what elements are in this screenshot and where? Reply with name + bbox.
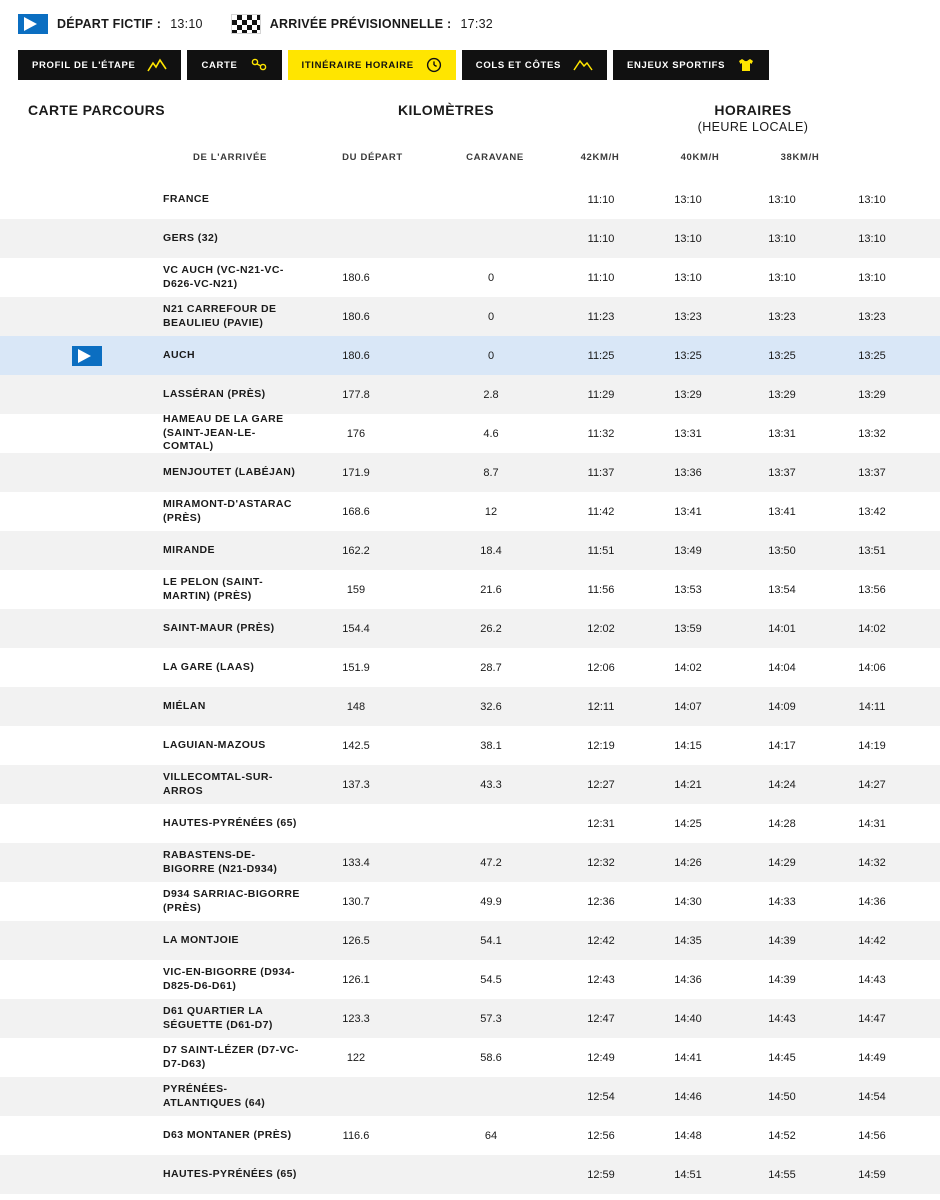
row-time-caravane: 12:32 (587, 856, 615, 869)
row-km-arrivee: 142.5 (342, 739, 370, 752)
row-time-40kmh: 14:04 (768, 661, 796, 674)
table-subheaders (0, 152, 940, 163)
map-icon (250, 58, 268, 72)
row-km-depart: 54.5 (480, 973, 502, 986)
table-row[interactable] (0, 1038, 940, 1077)
row-time-42kmh: 13:23 (674, 310, 702, 323)
row-time-caravane: 12:43 (587, 973, 615, 986)
row-time-caravane: 12:02 (587, 622, 615, 635)
row-time-42kmh: 14:41 (674, 1051, 702, 1064)
arrivee-info (231, 14, 493, 34)
row-location-name: VC AUCH (VC-N21-VC-D626-VC-N21) (163, 263, 284, 290)
row-time-40kmh: 14:29 (768, 856, 796, 869)
table-row[interactable] (0, 180, 940, 219)
row-time-42kmh: 14:48 (674, 1129, 702, 1142)
row-time-caravane: 12:27 (587, 778, 615, 791)
table-row[interactable] (0, 336, 940, 375)
subheader-spacer (0, 152, 155, 163)
row-time-38kmh: 14:02 (858, 622, 886, 635)
row-time-caravane: 12:49 (587, 1051, 615, 1064)
row-time-40kmh: 13:29 (768, 388, 796, 401)
table-row[interactable] (0, 531, 940, 570)
row-location-name: VIC-EN-BIGORRE (D934-D825-D6-D61) (163, 965, 295, 992)
table-row[interactable] (0, 1116, 940, 1155)
row-location-name: VILLECOMTAL-SUR-ARROS (163, 770, 273, 797)
header-horaires-sub: (HEURE LOCALE) (697, 119, 809, 134)
row-time-caravane: 11:56 (587, 583, 615, 596)
tab-cols-et-cotes[interactable] (462, 50, 607, 80)
tab-label: ENJEUX SPORTIFS (626, 59, 726, 71)
table-row[interactable] (0, 570, 940, 609)
row-time-40kmh: 13:31 (768, 427, 796, 440)
table-row[interactable] (0, 726, 940, 765)
row-time-40kmh: 14:45 (768, 1051, 796, 1064)
row-time-caravane: 12:56 (587, 1129, 615, 1142)
table-row[interactable] (0, 1155, 940, 1194)
row-km-arrivee: 137.3 (342, 778, 370, 791)
row-time-38kmh: 13:32 (858, 427, 886, 440)
row-time-caravane: 11:23 (587, 310, 615, 323)
row-location-name: LE PELON (SAINT-MARTIN) (PRÈS) (163, 575, 264, 602)
row-time-caravane: 12:19 (587, 739, 615, 752)
subheader-38kmh: 38KM/H (780, 152, 820, 163)
row-time-42kmh: 13:36 (674, 466, 702, 479)
table-row[interactable] (0, 921, 940, 960)
row-km-arrivee: 180.6 (342, 349, 370, 362)
row-time-caravane: 11:32 (587, 427, 615, 440)
row-km-arrivee: 123.3 (342, 1012, 370, 1025)
row-location-name: SAINT-MAUR (PRÈS) (163, 621, 275, 634)
row-time-42kmh: 13:41 (674, 505, 702, 518)
row-time-42kmh: 14:35 (674, 934, 702, 947)
row-km-depart: 64 (484, 1129, 498, 1142)
row-time-caravane: 11:29 (587, 388, 615, 401)
row-location-name: D63 MONTANER (PRÈS) (163, 1128, 292, 1141)
row-time-40kmh: 14:39 (768, 934, 796, 947)
row-time-40kmh: 13:23 (768, 310, 796, 323)
tab-label: ITINÉRAIRE HORAIRE (301, 59, 414, 71)
row-time-42kmh: 13:25 (674, 349, 702, 362)
row-km-depart: 49.9 (480, 895, 502, 908)
row-time-38kmh: 14:36 (858, 895, 886, 908)
row-time-38kmh: 14:11 (858, 700, 886, 713)
row-km-depart: 28.7 (480, 661, 502, 674)
row-km-depart: 54.1 (480, 934, 502, 947)
row-time-42kmh: 14:25 (674, 817, 702, 830)
row-km-arrivee: 177.8 (342, 388, 370, 401)
row-km-arrivee: 133.4 (342, 856, 370, 869)
table-row[interactable] (0, 765, 940, 804)
row-km-arrivee: 151.9 (342, 661, 370, 674)
row-location-name: LASSÉRAN (PRÈS) (163, 387, 266, 400)
row-time-caravane: 11:42 (587, 505, 615, 518)
row-time-42kmh: 13:31 (674, 427, 702, 440)
row-time-38kmh: 14:32 (858, 856, 886, 869)
row-km-depart: 38.1 (480, 739, 502, 752)
row-time-38kmh: 14:56 (858, 1129, 886, 1142)
row-time-38kmh: 13:10 (858, 232, 886, 245)
row-time-38kmh: 13:37 (858, 466, 886, 479)
row-location-name: LA GARE (LAAS) (163, 660, 255, 673)
tab-carte[interactable] (187, 50, 281, 80)
table-row[interactable] (0, 258, 940, 297)
row-time-38kmh: 14:42 (858, 934, 886, 947)
header-horaires (586, 102, 920, 135)
row-km-depart: 32.6 (480, 700, 502, 713)
row-location-name: D61 QUARTIER LA SÉGUETTE (D61-D7) (163, 1004, 273, 1031)
profile-icon (147, 58, 167, 72)
row-km-arrivee: 180.6 (342, 271, 370, 284)
depart-flag-icon (18, 14, 48, 34)
table-row[interactable] (0, 882, 940, 921)
mountain-icon (573, 58, 593, 72)
row-location-name: AUCH (163, 348, 196, 361)
row-location-name: D934 SARRIAC-BIGORRE (PRÈS) (163, 887, 300, 914)
itinerary-table (0, 180, 940, 1194)
row-km-depart: 8.7 (483, 466, 499, 479)
row-km-depart: 4.6 (483, 427, 499, 440)
row-km-arrivee: 148 (346, 700, 366, 713)
row-km-arrivee: 122 (346, 1051, 366, 1064)
row-time-38kmh: 14:49 (858, 1051, 886, 1064)
view-tabs (0, 44, 940, 80)
row-time-caravane: 12:54 (587, 1090, 615, 1103)
subheader-du-depart: DU DÉPART (342, 152, 403, 163)
row-km-depart: 0 (487, 349, 495, 362)
row-location-name: MIRANDE (163, 543, 215, 556)
row-time-42kmh: 14:46 (674, 1090, 702, 1103)
row-time-42kmh: 13:10 (674, 193, 702, 206)
row-time-caravane: 11:10 (587, 232, 615, 245)
header-horaires-title: HORAIRES (714, 102, 792, 118)
arrivee-time: 17:32 (460, 17, 493, 31)
header-kilometres: KILOMÈTRES (398, 102, 494, 118)
checkered-flag-icon (231, 14, 261, 34)
subheader-40kmh: 40KM/H (680, 152, 720, 163)
row-time-caravane: 12:42 (587, 934, 615, 947)
arrivee-label: ARRIVÉE PRÉVISIONNELLE : (269, 17, 452, 31)
row-time-40kmh: 14:50 (768, 1090, 796, 1103)
subheader-caravane: CARAVANE (466, 152, 524, 163)
row-time-42kmh: 14:26 (674, 856, 702, 869)
row-time-38kmh: 14:59 (858, 1168, 886, 1181)
row-time-42kmh: 14:51 (674, 1168, 702, 1181)
row-location-name: PYRÉNÉES-ATLANTIQUES (64) (163, 1082, 266, 1109)
row-km-arrivee: 171.9 (342, 466, 370, 479)
row-location-name: GERS (32) (163, 231, 219, 244)
row-km-arrivee: 159 (346, 583, 366, 596)
table-row[interactable] (0, 219, 940, 258)
row-location-name: HAMEAU DE LA GARE (SAINT-JEAN-LE-COMTAL) (163, 412, 284, 453)
row-time-38kmh: 13:42 (858, 505, 886, 518)
subheader-de-larrivee: DE L'ARRIVÉE (192, 152, 268, 163)
row-km-depart: 21.6 (480, 583, 502, 596)
row-km-depart: 58.6 (480, 1051, 502, 1064)
tab-enjeux-sportifs[interactable] (613, 50, 769, 80)
row-time-40kmh: 14:01 (768, 622, 796, 635)
row-km-arrivee: 176 (346, 427, 366, 440)
row-km-depart: 0 (487, 271, 495, 284)
row-time-38kmh: 13:23 (858, 310, 886, 323)
row-time-42kmh: 14:15 (674, 739, 702, 752)
row-location-name: RABASTENS-DE-BIGORRE (N21-D934) (163, 848, 278, 875)
tab-label: PROFIL DE L'ÉTAPE (32, 59, 136, 71)
row-time-42kmh: 13:59 (674, 622, 702, 635)
row-km-arrivee: 154.4 (342, 622, 370, 635)
row-time-40kmh: 14:55 (768, 1168, 796, 1181)
depart-time: 13:10 (170, 17, 203, 31)
table-row[interactable] (0, 414, 940, 453)
row-km-arrivee: 130.7 (342, 895, 370, 908)
row-time-40kmh: 13:41 (768, 505, 796, 518)
row-km-depart: 12 (484, 505, 498, 518)
row-km-depart: 18.4 (480, 544, 502, 557)
tab-label: COLS ET CÔTES (475, 59, 561, 71)
row-time-caravane: 12:47 (587, 1012, 615, 1025)
row-km-arrivee: 168.6 (342, 505, 370, 518)
row-time-38kmh: 13:51 (858, 544, 886, 557)
row-time-caravane: 11:25 (587, 349, 615, 362)
row-location-name: MENJOUTET (LABÉJAN) (163, 465, 296, 478)
table-row[interactable] (0, 999, 940, 1038)
tab-itineraire-horaire[interactable] (288, 50, 456, 80)
row-time-42kmh: 13:29 (674, 388, 702, 401)
row-time-40kmh: 13:37 (768, 466, 796, 479)
row-time-42kmh: 14:40 (674, 1012, 702, 1025)
row-time-38kmh: 13:25 (858, 349, 886, 362)
subheader-42kmh: 42KM/H (580, 152, 620, 163)
table-row[interactable] (0, 1077, 940, 1116)
table-row[interactable] (0, 453, 940, 492)
table-headers (0, 102, 940, 180)
row-km-arrivee: 162.2 (342, 544, 370, 557)
row-km-depart: 57.3 (480, 1012, 502, 1025)
row-location-name: D7 SAINT-LÉZER (D7-VC-D7-D63) (163, 1043, 299, 1070)
header-carte-parcours: CARTE PARCOURS (28, 102, 166, 118)
row-time-42kmh: 14:21 (674, 778, 702, 791)
row-time-caravane: 12:11 (587, 700, 615, 713)
row-km-depart: 2.8 (483, 388, 499, 401)
row-location-name: MIÉLAN (163, 699, 206, 712)
table-row[interactable] (0, 609, 940, 648)
row-time-38kmh: 14:54 (858, 1090, 886, 1103)
row-time-42kmh: 13:49 (674, 544, 702, 557)
row-time-42kmh: 13:10 (674, 232, 702, 245)
row-time-40kmh: 14:52 (768, 1129, 796, 1142)
row-km-arrivee: 126.5 (342, 934, 370, 947)
row-time-38kmh: 13:10 (858, 193, 886, 206)
tab-label: CARTE (201, 59, 238, 71)
row-time-42kmh: 14:07 (674, 700, 702, 713)
row-time-40kmh: 13:10 (768, 232, 796, 245)
row-time-40kmh: 14:17 (768, 739, 796, 752)
row-location-name: FRANCE (163, 192, 210, 205)
row-location-name: HAUTES-PYRÉNÉES (65) (163, 816, 297, 829)
row-time-caravane: 11:51 (587, 544, 615, 557)
row-time-38kmh: 13:56 (858, 583, 886, 596)
row-time-caravane: 11:37 (587, 466, 615, 479)
table-row[interactable] (0, 843, 940, 882)
row-time-40kmh: 14:33 (768, 895, 796, 908)
row-km-depart: 0 (487, 310, 495, 323)
row-time-40kmh: 13:25 (768, 349, 796, 362)
table-row[interactable] (0, 648, 940, 687)
row-time-40kmh: 14:39 (768, 973, 796, 986)
row-time-caravane: 11:10 (587, 271, 615, 284)
row-time-caravane: 11:10 (587, 193, 615, 206)
row-time-42kmh: 13:53 (674, 583, 702, 596)
row-time-42kmh: 14:02 (674, 661, 702, 674)
row-location-name: N21 CARREFOUR DE BEAULIEU (PAVIE) (163, 302, 277, 329)
row-location-name: MIRAMONT-D'ASTARAC (PRÈS) (163, 497, 292, 524)
row-time-caravane: 12:36 (587, 895, 615, 908)
row-time-40kmh: 14:28 (768, 817, 796, 830)
row-time-38kmh: 14:43 (858, 973, 886, 986)
row-time-caravane: 12:31 (587, 817, 615, 830)
row-time-40kmh: 14:24 (768, 778, 796, 791)
row-time-40kmh: 14:09 (768, 700, 796, 713)
table-row[interactable] (0, 492, 940, 531)
row-location-name: LAGUIAN-MAZOUS (163, 738, 266, 751)
row-time-42kmh: 14:30 (674, 895, 702, 908)
row-time-caravane: 12:59 (587, 1168, 615, 1181)
table-row[interactable] (0, 804, 940, 843)
row-time-40kmh: 13:50 (768, 544, 796, 557)
row-time-42kmh: 13:10 (674, 271, 702, 284)
tab-profil-de-letape[interactable] (18, 50, 181, 80)
table-row[interactable] (0, 687, 940, 726)
table-row[interactable] (0, 375, 940, 414)
depart-info (18, 14, 203, 34)
row-time-38kmh: 13:10 (858, 271, 886, 284)
row-time-40kmh: 13:10 (768, 193, 796, 206)
row-time-38kmh: 14:27 (858, 778, 886, 791)
jersey-icon (737, 57, 755, 73)
row-location-name: HAUTES-PYRÉNÉES (65) (163, 1167, 297, 1180)
row-km-depart: 43.3 (480, 778, 502, 791)
row-time-38kmh: 14:31 (858, 817, 886, 830)
row-time-38kmh: 14:19 (858, 739, 886, 752)
row-time-40kmh: 13:54 (768, 583, 796, 596)
row-time-42kmh: 14:36 (674, 973, 702, 986)
row-time-40kmh: 14:43 (768, 1012, 796, 1025)
row-km-arrivee: 180.6 (342, 310, 370, 323)
stage-timing-bar (0, 0, 940, 44)
row-km-arrivee: 116.6 (342, 1129, 370, 1142)
row-time-40kmh: 13:10 (768, 271, 796, 284)
clock-icon (426, 57, 442, 73)
row-time-caravane: 12:06 (587, 661, 615, 674)
table-row[interactable] (0, 297, 940, 336)
row-time-38kmh: 13:29 (858, 388, 886, 401)
row-km-depart: 26.2 (480, 622, 502, 635)
row-location-name: LA MONTJOIE (163, 933, 239, 946)
row-time-38kmh: 14:47 (858, 1012, 886, 1025)
depart-label: DÉPART FICTIF : (57, 17, 162, 31)
depart-flag-icon (72, 346, 102, 366)
table-row[interactable] (0, 960, 940, 999)
row-km-depart: 47.2 (480, 856, 502, 869)
row-time-38kmh: 14:06 (858, 661, 886, 674)
row-km-arrivee: 126.1 (342, 973, 370, 986)
